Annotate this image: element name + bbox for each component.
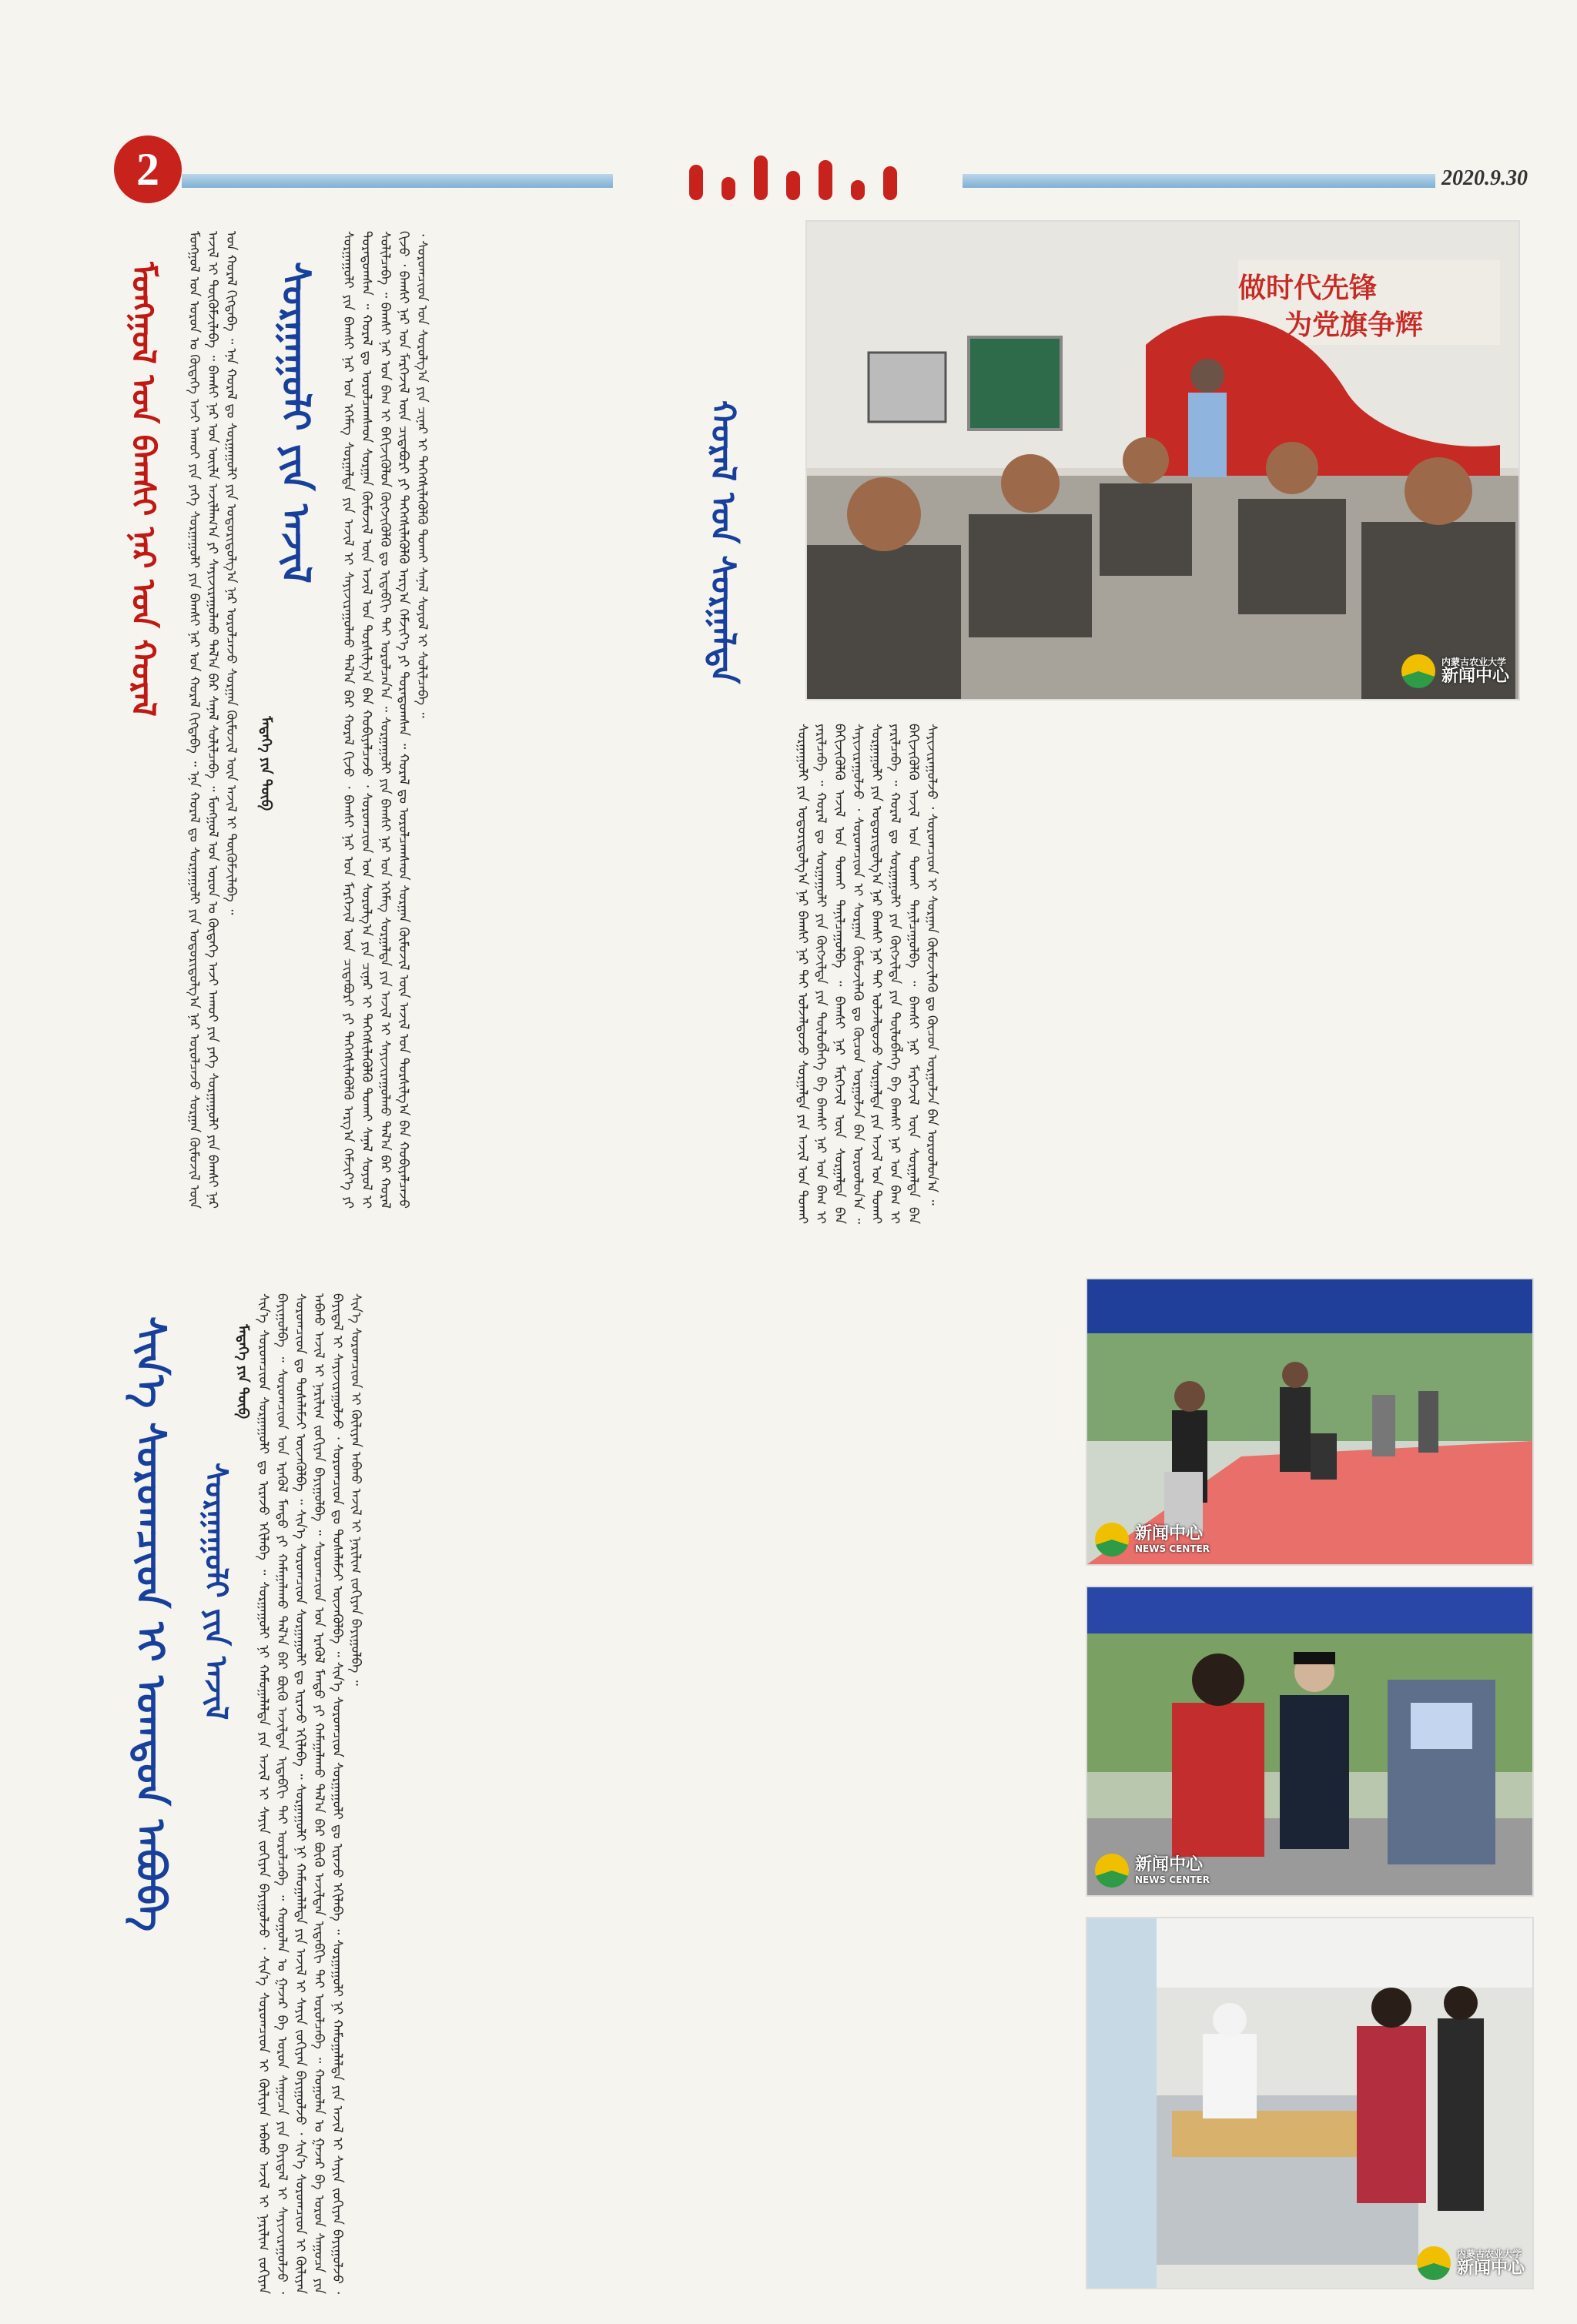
issue-date: 2020.9.30 <box>1435 166 1534 191</box>
article1-text-col-2: ᠰᠤᠷᠭᠠᠭᠤᠯᠢ ᠶᠢᠨ ᠪᠠᠭᠰᠢ ᠨᠠᠷ ᠤᠨ ᠡᠭᠡᠮᠡᠭ ᠰᠤᠷᠭᠠᠯᠲᠠ ᠶᠢᠨ ᠠᠵᠢᠯ ᠢ ᠰᠠᠶᠢᠵᠢᠷᠠᠭᠤᠯᠬᠤ ᠲᠠᠯ᠎ᠠ ᠪᠠᠷ ᠬᠤᠷᠠᠯ ᠬᠢᠵᠦ ᠂ ᠪᠠᠭᠰᠢ ᠨᠠᠷ ᠤᠨ ᠮᠡᠷᠭᠡᠵᠢᠯ ᠦᠨ ᠴᠢᠳᠠᠪᠤᠷᠢ ᠶᠢ ᠳᠡᠭᠡᠭᠰᠢᠯᠡᠭᠦᠯᠬᠦ ᠠᠷᠭ᠎ᠠ ᠬᠡᠮᠵᠢᠶ᠎ᠡ ᠶᠢ ᠳᠤᠷᠠᠳᠤᠭᠰᠠᠨ ᠃ ᠬᠤᠷᠠᠯ ᠳᠤ ᠣᠷᠤᠯᠴᠠᠭᠰᠠᠳ ᠰᠤᠷᠭᠠᠨ ᠬᠦᠮᠦᠵᠢᠯ ᠦᠨ ᠠᠵᠢᠯ ᠤᠨ ᠲᠤᠷᠰᠢᠯᠭ᠎ᠠ ᠪᠠᠨ ᠬᠤᠪᠢᠶᠠᠯᠴᠠᠵᠤ ᠂ ᠰᠤᠷᠤᠭᠴᠢᠳ ᠤᠨ ᠰᠤᠷᠤᠯᠭ᠎ᠠ ᠶᠢᠨ ᠴᠢᠨᠠᠷ ᠢ ᠳᠡᠭᠡᠭᠰᠢᠯᠡᠭᠦᠯᠬᠦ ᠲᠤᠬᠠᠢ ᠰᠠᠨᠠᠯ ᠰᠣᠶᠣᠯ ᠢ ᠰᠣᠯᠢᠯᠴᠠᠪᠠ ᠃ ᠪᠠᠭᠰᠢ ᠨᠠᠷ ᠤᠨ ᠪᠠᠭ ᠢ ᠪᠡᠬᠢᠵᠢᠭᠦᠯᠦᠨ ᠬᠥᠭᠵᠢᠭᠦᠯᠬᠦ ᠳᠤ ᠢᠳᠡᠪᠬᠢ ᠲᠡᠶ ᠣᠷᠤᠯᠴᠠᠨ᠎ᠠ ᠃ ᠰᠤᠷᠭᠠᠭᠤᠯᠢ ᠶᠢᠨ ᠪᠠᠭᠰᠢ ᠨᠠᠷ ᠤᠨ ᠡᠭᠡᠮᠡᠭ ᠰᠤᠷᠭᠠᠯᠲᠠ ᠶᠢᠨ ᠠᠵᠢᠯ ᠢ ᠰᠠᠶᠢᠵᠢᠷᠠᠭᠤᠯᠬᠤ ᠲᠠᠯ᠎ᠠ ᠪᠠᠷ ᠬᠤᠷᠠᠯ ᠬᠢᠵᠦ ᠂ ᠪᠠᠭᠰᠢ ᠨᠠᠷ ᠤᠨ ᠮᠡᠷᠭᠡᠵᠢᠯ ᠦᠨ ᠴᠢᠳᠠᠪᠤᠷᠢ ᠶᠢ ᠳᠡᠭᠡᠭᠰᠢᠯᠡᠭᠦᠯᠬᠦ ᠠᠷᠭ᠎ᠠ ᠬᠡᠮᠵᠢᠶ᠎ᠡ ᠶᠢ ᠳᠤᠷᠠᠳᠤᠭᠰᠠᠨ ᠃ ᠬᠤᠷᠠᠯ ᠳᠤ ᠣᠷᠤᠯᠴᠠᠭᠰᠠᠳ ᠰᠤᠷᠭᠠᠨ ᠬᠦᠮᠦᠵᠢᠯ ᠦᠨ ᠠᠵᠢᠯ ᠤᠨ ᠲᠤᠷᠰᠢᠯᠭ᠎ᠠ ᠪᠠᠨ ᠬᠤᠪᠢᠶᠠᠯᠴᠠᠵᠤ ᠂ ᠰᠤᠷᠤᠭᠴᠢᠳ ᠤᠨ ᠰᠤᠷᠤᠯᠭ᠎ᠠ ᠶᠢᠨ ᠴᠢᠨᠠᠷ ᠢ ᠳᠡᠭᠡᠭᠰᠢᠯᠡᠭᠦᠯᠬᠦ ᠲᠤᠬᠠᠢ ᠰᠠᠨᠠᠯ ᠰᠣᠶᠣᠯ ᠢ ᠰᠣᠯᠢᠯᠴᠠᠪᠠ ᠃ <box>340 231 430 1209</box>
meeting-photo <box>805 220 1520 701</box>
page-number-badge: 2 <box>114 135 182 203</box>
news-center-logo-3: 新闻中心 NEWS CENTER <box>1095 1854 1210 1888</box>
photo-canteen <box>1086 1917 1534 2289</box>
article3-byline: ᠮᠡᠳᠡᠭᠡ ᠶᠢᠨ ᠲᠥᠪ <box>235 1324 251 1419</box>
article1-headline-blue-2: ᠬᠤᠷᠠᠯ ᠤᠨ ᠰᠤᠷᠭᠠᠯᠲᠠ <box>703 400 742 684</box>
news-center-logo-2: 新闻中心 NEWS CENTER <box>1095 1523 1210 1557</box>
photo-students-arriving <box>1086 1278 1534 1566</box>
article3-text-block: ᠰᠢᠨ᠎ᠡ ᠰᠤᠷᠤᠭᠴᠢᠳ ᠰᠤᠷᠭᠠᠭᠤᠯᠢ ᠳᠤ ᠢᠷᠡᠵᠦ ᠡᠬᠢᠯᠡᠪᠡ ᠃ ᠰᠤᠷᠭᠠᠭᠤᠯᠢ ᠨᠢ ᠬᠠᠮᠤᠭᠠᠯᠠᠯᠲᠠ ᠶᠢᠨ ᠠᠵᠢᠯ ᠢ ᠰᠠᠶᠢᠨ ᠵᠣᠬᠢᠶᠠᠨ ᠪᠠᠶᠢᠭᠤᠯᠵᠤ ᠂ ᠰᠢᠨ᠎ᠡ ᠰᠤᠷᠤᠭᠴᠢᠳ ᠢ ᠬᠦᠯᠢᠶᠡᠨ ᠠᠪᠬᠤ ᠠᠵᠢᠯ ᠢ ᠨᠠᠷᠢᠯᠢᠭ ᠵᠣᠬᠢᠶᠠᠨ ᠪᠠᠶᠢᠭᠤᠯᠪᠠ ᠃ ᠰᠤᠷᠤᠭᠴᠢᠳ ᠤᠨ ᠡᠷᠡᠭᠦᠯ ᠮᠡᠨᠳᠦ ᠶᠢ ᠬᠠᠮᠠᠭᠠᠯᠠᠬᠤ ᠲᠠᠯ᠎ᠠ ᠪᠠᠷ ᠪᠦᠬᠦ ᠠᠵᠢᠯᠲᠠᠨ ᠢᠳᠡᠪᠬᠢ ᠲᠡᠶ ᠣᠷᠤᠯᠴᠠᠪᠠ ᠃ ᠬᠣᠭᠣᠯᠠᠨ ᠤ ᠭᠠᠵᠠᠷ ᠪᠠ ᠤᠷᠤᠨ ᠰᠠᠭᠤᠴᠠ ᠶᠢᠨ ᠪᠠᠶᠢᠳᠠᠯ ᠢ ᠰᠠᠶᠢᠵᠢᠷᠠᠭᠤᠯᠵᠤ ᠂ ᠰᠤᠷᠤᠭᠴᠢᠳ ᠳᠤ ᠲᠤᠰᠠᠯᠠᠮᠵᠢ ᠦᠵᠡᠭᠦᠯᠪᠡ ᠃ ᠰᠢᠨ᠎ᠡ ᠰᠤᠷᠤᠭᠴᠢᠳ ᠰᠤᠷᠭᠠᠭᠤᠯᠢ ᠳᠤ ᠢᠷᠡᠵᠦ ᠡᠬᠢᠯᠡᠪᠡ ᠃ ᠰᠤᠷᠭᠠᠭᠤᠯᠢ ᠨᠢ ᠬᠠᠮᠤᠭᠠᠯᠠᠯᠲᠠ ᠶᠢᠨ ᠠᠵᠢᠯ ᠢ ᠰᠠᠶᠢᠨ ᠵᠣᠬᠢᠶᠠᠨ ᠪᠠᠶᠢᠭᠤᠯᠵᠤ ᠂ ᠰᠢᠨ᠎ᠡ ᠰᠤᠷᠤᠭᠴᠢᠳ ᠢ ᠬᠦᠯᠢᠶᠡᠨ ᠠᠪᠬᠤ ᠠᠵᠢᠯ ᠢ ᠨᠠᠷᠢᠯᠢᠭ ᠵᠣᠬᠢᠶᠠᠨ ᠪᠠᠶᠢᠭᠤᠯᠪᠠ ᠃ ᠰᠤᠷᠤᠭᠴᠢᠳ ᠤᠨ ᠡᠷᠡᠭᠦᠯ ᠮᠡᠨᠳᠦ ᠶᠢ ᠬᠠᠮᠠᠭᠠᠯᠠᠬᠤ ᠲᠠᠯ᠎ᠠ ᠪᠠᠷ ᠪᠦᠬᠦ ᠠᠵᠢᠯᠲᠠᠨ ᠢᠳᠡᠪᠬᠢ ᠲᠡᠶ ᠣᠷᠤᠯᠴᠠᠪᠠ ᠃ ᠬᠣᠭᠣᠯᠠᠨ ᠤ ᠭᠠᠵᠠᠷ ᠪᠠ ᠤᠷᠤᠨ ᠰᠠᠭᠤᠴᠠ ᠶᠢᠨ ᠪᠠᠶᠢᠳᠠᠯ ᠢ ᠰᠠᠶᠢᠵᠢᠷᠠᠭᠤᠯᠵᠤ ᠂ ᠰᠤᠷᠤᠭᠴᠢᠳ ᠳᠤ ᠲᠤᠰᠠᠯᠠᠮᠵᠢ ᠦᠵᠡᠭᠦᠯᠪᠡ ᠃ ᠰᠢᠨ᠎ᠡ ᠰᠤᠷᠤᠭᠴᠢᠳ ᠰᠤᠷᠭᠠᠭᠤᠯᠢ ᠳᠤ ᠢᠷᠡᠵᠦ ᠡᠬᠢᠯᠡᠪᠡ ᠃ ᠰᠤᠷᠭᠠᠭᠤᠯᠢ ᠨᠢ ᠬᠠᠮᠤᠭᠠᠯᠠᠯᠲᠠ ᠶᠢᠨ ᠠᠵᠢᠯ ᠢ ᠰᠠᠶᠢᠨ ᠵᠣᠬᠢᠶᠠᠨ ᠪᠠᠶᠢᠭᠤᠯᠵᠤ ᠂ ᠰᠢᠨ᠎ᠡ ᠰᠤᠷᠤᠭᠴᠢᠳ ᠢ ᠬᠦᠯᠢᠶᠡᠨ ᠠᠪᠬᠤ ᠠᠵᠢᠯ ᠢ ᠨᠠᠷᠢᠯᠢᠭ ᠵᠣᠬᠢᠶᠠᠨ ᠪᠠᠶᠢᠭᠤᠯᠪᠠ ᠃ <box>256 1293 363 2294</box>
news-center-logo-icon <box>1401 654 1435 688</box>
masthead <box>647 146 939 200</box>
article1-text-col-1: ᠮᠣᠩᠭᠣᠯ ᠤᠨ ᠣᠷᠣᠨ ᠤ ᠬᠥᠳᠡᠭᠡ ᠠᠵᠢ ᠠᠬᠤᠢ ᠶᠢᠨ ᠶᠡᠬᠡ ᠰᠤᠷᠭᠠᠭᠤᠯᠢ ᠶᠢᠨ ᠪᠠᠭᠰᠢ ᠨᠠᠷ ᠤᠨ ᠬᠤᠷᠠᠯ ᠬᠢᠭᠳᠡᠪᠡ ᠃ ᠡᠨᠡ ᠬᠤᠷᠠᠯ ᠳᠤ ᠰᠤᠷᠭᠠᠭᠤᠯᠢ ᠶᠢᠨ ᠤᠳᠤᠷᠢᠳᠤᠯᠭ᠎ᠠ ᠨᠠᠷ ᠣᠷᠤᠯᠴᠠᠵᠤ ᠰᠤᠷᠭᠠᠨ ᠬᠦᠮᠦᠵᠢᠯ ᠦᠨ ᠠᠵᠢᠯ ᠢ ᠳᠦᠭᠦᠮᠵᠢᠯᠡᠪᠡ ᠃ ᠪᠠᠭᠰᠢ ᠨᠠᠷ ᠤᠨ ᠦᠢᠯᠡ ᠠᠵᠢᠯᠯᠠᠭ᠎ᠠ ᠶᠢ ᠰᠠᠶᠢᠵᠢᠷᠠᠭᠤᠯᠬᠤ ᠲᠠᠯ᠎ᠠ ᠪᠠᠷ ᠰᠠᠨᠠᠯ ᠰᠣᠯᠢᠯᠴᠠᠪᠠ ᠃ ᠮᠣᠩᠭᠣᠯ ᠤᠨ ᠣᠷᠣᠨ ᠤ ᠬᠥᠳᠡᠭᠡ ᠠᠵᠢ ᠠᠬᠤᠢ ᠶᠢᠨ ᠶᠡᠬᠡ ᠰᠤᠷᠭᠠᠭᠤᠯᠢ ᠶᠢᠨ ᠪᠠᠭᠰᠢ ᠨᠠᠷ ᠤᠨ ᠬᠤᠷᠠᠯ ᠬᠢᠭᠳᠡᠪᠡ ᠃ ᠡᠨᠡ ᠬᠤᠷᠠᠯ ᠳᠤ ᠰᠤᠷᠭᠠᠭᠤᠯᠢ ᠶᠢᠨ ᠤᠳᠤᠷᠢᠳᠤᠯᠭ᠎ᠠ ᠨᠠᠷ ᠣᠷᠤᠯᠴᠠᠵᠤ ᠰᠤᠷᠭᠠᠨ ᠬᠦᠮᠦᠵᠢᠯ ᠦᠨ ᠠᠵᠢᠯ ᠢ ᠳᠦᠭᠦᠮᠵᠢᠯᠡᠪᠡ ᠃ <box>186 231 239 1209</box>
news-center-logo: 内蒙古农业大学 新闻中心 <box>1401 654 1509 688</box>
header-bar-left <box>182 174 613 188</box>
slogan-line2: 为党旗争辉 <box>1284 309 1424 341</box>
news-center-logo-4: 内蒙古农业大学 新闻中心 <box>1417 2246 1525 2280</box>
article2-text-block: ᠰᠤᠷᠭᠠᠭᠤᠯᠢ ᠶᠢᠨ ᠤᠳᠤᠷᠢᠳᠤᠯᠭ᠎ᠠ ᠨᠠᠷ ᠪᠠᠭᠰᠢ ᠨᠠᠷ ᠲᠠᠢ ᠤᠯᠵᠠᠯᠳᠤᠵᠤ ᠰᠤᠷᠭᠠᠯᠲᠠ ᠶᠢᠨ ᠠᠵᠢᠯ ᠤᠨ ᠲᠤᠬᠠᠢ ᠶᠠᠷᠢᠯᠴᠠᠪᠠ ᠃ ᠬᠤᠷᠠᠯ ᠳᠤ ᠰᠤᠷᠭᠠᠭᠤᠯᠢ ᠶᠢᠨ ᠬᠥᠭᠵᠢᠯᠲᠡ ᠶᠢᠨ ᠲᠥᠯᠥᠪᠯᠡᠭᠡ ᠪᠠ ᠪᠠᠭᠰᠢ ᠨᠠᠷ ᠤᠨ ᠪᠠᠭ ᠢ ᠪᠡᠬᠢᠵᠢᠭᠦᠯᠬᠦ ᠠᠵᠢᠯ ᠤᠨ ᠲᠤᠬᠠᠢ ᠲᠠᠨᠢᠯᠴᠠᠭᠤᠯᠪᠠ ᠃ ᠪᠠᠭᠰᠢ ᠨᠠᠷ ᠮᠡᠷᠭᠡᠵᠢᠯ ᠦᠨ ᠰᠤᠷᠭᠠᠯᠲᠠ ᠪᠠᠨ ᠰᠠᠶᠢᠵᠢᠷᠠᠭᠤᠯᠵᠤ ᠂ ᠰᠤᠷᠤᠭᠴᠢᠳ ᠢ ᠰᠤᠷᠭᠠᠨ ᠬᠦᠮᠦᠵᠢᠯᠡᠬᠦ ᠳᠤ ᠬᠦᠴᠦᠨ ᠤᠷᠭᠤᠯᠵᠠ ᠪᠡᠨ ᠣᠷᠤᠤᠯᠤᠨ᠎ᠠ ᠃ ᠰᠤᠷᠭᠠᠭᠤᠯᠢ ᠶᠢᠨ ᠤᠳᠤᠷᠢᠳᠤᠯᠭ᠎ᠠ ᠨᠠᠷ ᠪᠠᠭᠰᠢ ᠨᠠᠷ ᠲᠠᠢ ᠤᠯᠵᠠᠯᠳᠤᠵᠤ ᠰᠤᠷᠭᠠᠯᠲᠠ ᠶᠢᠨ ᠠᠵᠢᠯ ᠤᠨ ᠲᠤᠬᠠᠢ ᠶᠠᠷᠢᠯᠴᠠᠪᠠ ᠃ ᠬᠤᠷᠠᠯ ᠳᠤ ᠰᠤᠷᠭᠠᠭᠤᠯᠢ ᠶᠢᠨ ᠬᠥᠭᠵᠢᠯᠲᠡ ᠶᠢᠨ ᠲᠥᠯᠥᠪᠯᠡᠭᠡ ᠪᠠ ᠪᠠᠭᠰᠢ ᠨᠠᠷ ᠤᠨ ᠪᠠᠭ ᠢ ᠪᠡᠬᠢᠵᠢᠭᠦᠯᠬᠦ ᠠᠵᠢᠯ ᠤᠨ ᠲᠤᠬᠠᠢ ᠲᠠᠨᠢᠯᠴᠠᠭᠤᠯᠪᠠ ᠃ ᠪᠠᠭᠰᠢ ᠨᠠᠷ ᠮᠡᠷᠭᠡᠵᠢᠯ ᠦᠨ ᠰᠤᠷᠭᠠᠯᠲᠠ ᠪᠠᠨ ᠰᠠᠶᠢᠵᠢᠷᠠᠭᠤᠯᠵᠤ ᠂ ᠰᠤᠷᠤᠭᠴᠢᠳ ᠢ ᠰᠤᠷᠭᠠᠨ ᠬᠦᠮᠦᠵᠢᠯᠡᠬᠦ ᠳᠤ ᠬᠦᠴᠦᠨ ᠤᠷᠭᠤᠯᠵᠠ ᠪᠡᠨ ᠣᠷᠤᠤᠯᠤᠨ᠎ᠠ ᠃ <box>795 724 939 1224</box>
article3-headline: ᠰᠢᠨ᠎ᠡ ᠰᠤᠷᠤᠭᠴᠢᠳ ᠢ ᠤᠭᠲᠤᠨ ᠠᠪᠤᠪᠠ <box>127 1316 174 1932</box>
article1-headline-blue: ᠰᠤᠷᠭᠠᠭᠤᠯᠢ ᠶᠢᠨ ᠠᠵᠢᠯ <box>273 262 319 584</box>
article3-subheadline: ᠰᠤᠷᠭᠠᠭᠤᠯᠢ ᠶᠢᠨ ᠠᠵᠢᠯ <box>198 1463 234 1720</box>
slogan-line1: 做时代先锋 <box>1238 272 1378 304</box>
photo-security-check <box>1086 1586 1534 1897</box>
article1-headline-red: ᠮᠣᠩᠭᠣᠯ ᠤᠨ ᠪᠠᠭᠰᠢ ᠨᠠᠷ ᠤᠨ ᠬᠤᠷᠠᠯ <box>125 262 162 717</box>
news-center-logo-icon-3 <box>1095 1854 1129 1888</box>
article1-byline: ᠮᠡᠳᠡᠭᠡ ᠶᠢᠨ ᠲᠥᠪ <box>258 716 274 811</box>
news-center-logo-icon-4 <box>1417 2246 1451 2280</box>
news-center-logo-icon-2 <box>1095 1523 1129 1557</box>
